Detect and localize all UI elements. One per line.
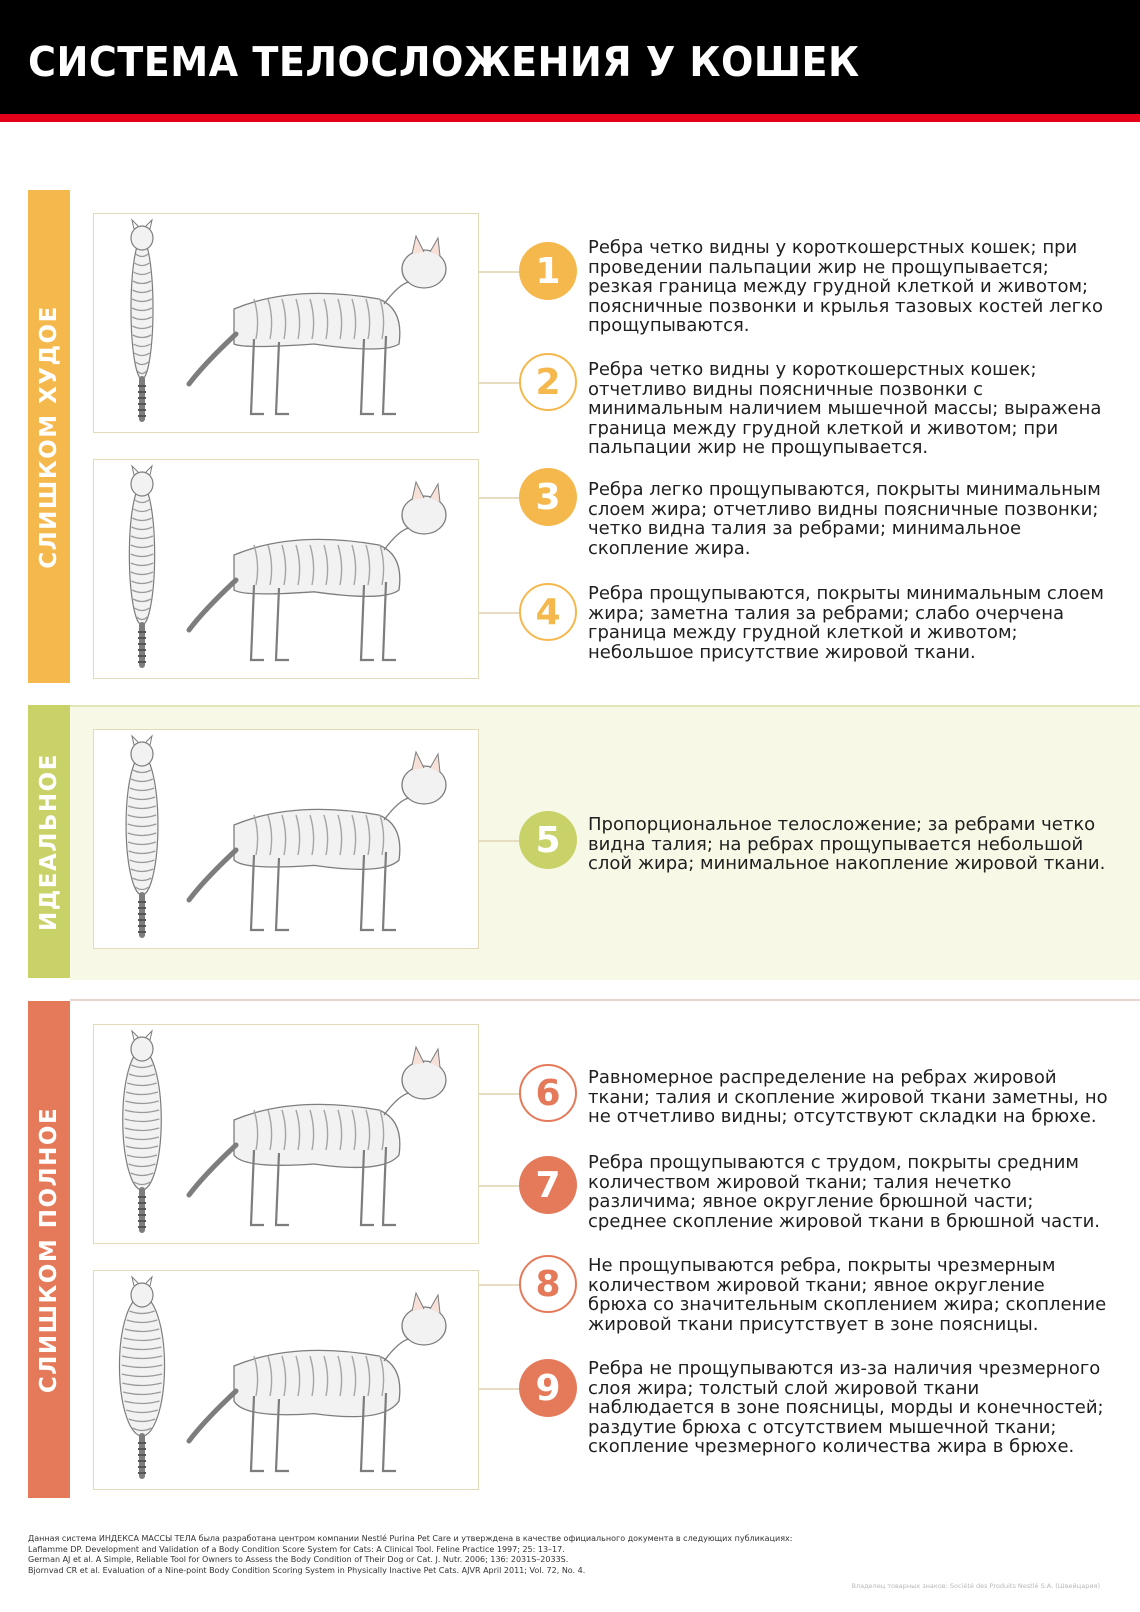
footer-line: Bjornvad CR et al. Evaluation of a Nine-point Body Condition Scoring System in Physically Inactive Pet Cats. AJVR April 2011; Vol. 72, No. 4. (28, 1565, 586, 1575)
trademark-note: Владелец товарных знаков: Société des Produits Nestlé S.A. (Швейцария) (851, 1582, 1100, 1590)
score-description-7: Ребра прощупываются с трудом, покрыты средним количеством жировой ткани; талия нечетко различима; явное округление брюшной части; среднее скопление жировой ткани в брюшной части. (588, 1152, 1100, 1232)
connector-line (479, 612, 519, 614)
score-description-6: Равномерное распределение на ребрах жировой ткани; талия и скопление жировой ткани заметны, но не отчетливо видны; отсутствуют складки на брюхе. (588, 1067, 1108, 1127)
connector-line (479, 497, 519, 499)
score-description-3: Ребра легко прощупываются, покрыты минимальным слоем жира; отчетливо видны поясничные позвонки; четко видна талия за ребрами; минимальное скопление жира. (588, 479, 1101, 559)
score-description-9: Ребра не прощупываются из-за наличия чрезмерного слоя жира; толстый слой жировой ткани наблюдается в зоне поясницы, морды и конечностей; раздутие брюха с отсутствием мышечной ткани; скопление чрезмерного количества жира в брюхе. (588, 1358, 1104, 1457)
connector-line (479, 271, 519, 273)
cat-top-view-icon (123, 1031, 162, 1230)
score-badge-9: 9 (519, 1359, 577, 1417)
cat-illustration-frame (93, 1024, 479, 1244)
score-description-8: Не прощупываются ребра, покрыты чрезмерным количеством жировой ткани; явное округление брюха со значительным скоплением жира; скопление жировой ткани присутствует в зоне поясницы. (588, 1255, 1107, 1335)
cat-drawing (94, 1271, 477, 1488)
score-badge-4: 4 (519, 583, 577, 641)
connector-line (479, 382, 519, 384)
connector-line (479, 1093, 519, 1095)
footer-line: Laflamme DP. Development and Validation of a Body Condition Score System for Cats: A Clinical Tool. Feline Practice 1997; 25: 13–17. (28, 1544, 565, 1554)
connector-line (479, 1185, 519, 1187)
category-label-ideal: ИДЕАЛЬНОЕ (36, 752, 62, 931)
cat-illustration-frame (93, 459, 479, 679)
score-badge-5: 5 (519, 811, 577, 869)
score-description-4: Ребра прощупываются, покрыты минимальным слоем жира; заметна талия за ребрами; слабо очерчена граница между грудной клеткой и животом; небольшое присутствие жировой ткани. (588, 583, 1104, 663)
cat-illustration-frame (93, 1270, 479, 1490)
connector-line (479, 840, 519, 842)
cat-top-view-icon (129, 466, 154, 665)
score-description-1: Ребра четко видны у короткошерстных кошек; при проведении пальпации жир не прощупывается; резкая граница между грудной клеткой и животом; поясничные позвонки и крылья тазовых костей легко прощупываются. (588, 237, 1103, 336)
footer-line: Данная система ИНДЕКСА МАССЫ ТЕЛА была разработана центром компании Nestlé Purina Pet Care и утверждена в качестве официального документа в следующих публикациях: (28, 1534, 793, 1543)
score-description-5: Пропорциональное телосложение; за ребрами четко видна талия; на ребрах прощупывается небольшой слой жира; минимальное накопление жировой ткани. (588, 814, 1106, 874)
cat-drawing (94, 460, 477, 677)
footer-line: German AJ et al. A Simple, Reliable Tool for Owners to Assess the Body Condition of Their Dog or Cat. J. Nutr. 2006; 136: 2031S–2033S. (28, 1555, 569, 1564)
section-divider (70, 999, 1140, 1001)
connector-line (479, 1388, 519, 1390)
score-badge-6: 6 (519, 1064, 577, 1122)
category-band-thin (28, 190, 70, 683)
category-label-thin: СЛИШКОМ ХУДОЕ (36, 304, 62, 569)
cat-side-view-icon (189, 752, 446, 930)
header-stripe (0, 114, 1140, 122)
category-label-obese: СЛИШКОМ ПОЛНОЕ (36, 1106, 62, 1393)
score-badge-7: 7 (519, 1156, 577, 1214)
category-band-ideal (28, 705, 70, 978)
cat-side-view-icon (189, 236, 446, 414)
cat-side-view-icon (189, 1047, 446, 1225)
cat-top-view-icon (131, 220, 153, 419)
cat-side-view-icon (189, 482, 446, 660)
cat-illustration-frame (93, 213, 479, 433)
category-band-obese (28, 1001, 70, 1498)
cat-drawing (94, 1025, 477, 1242)
score-description-2: Ребра четко видны у короткошерстных кошек; отчетливо видны поясничные позвонки с минимальным наличием мышечной массы; выражена граница между грудной клеткой и животом; при пальпации жир не прощупывается. (588, 359, 1102, 458)
cat-top-view-icon (119, 1277, 164, 1476)
cat-illustration-frame (93, 729, 479, 949)
cat-side-view-icon (189, 1293, 446, 1471)
score-badge-1: 1 (519, 242, 577, 300)
cat-top-view-icon (126, 736, 158, 935)
score-badge-3: 3 (519, 468, 577, 526)
connector-line (479, 1284, 519, 1286)
score-badge-8: 8 (519, 1255, 577, 1313)
page-title: СИСТЕМА ТЕЛОСЛОЖЕНИЯ У КОШЕК (28, 38, 860, 86)
score-badge-2: 2 (519, 353, 577, 411)
cat-drawing (94, 214, 477, 431)
cat-drawing (94, 730, 477, 947)
footer-references (28, 1534, 828, 1576)
